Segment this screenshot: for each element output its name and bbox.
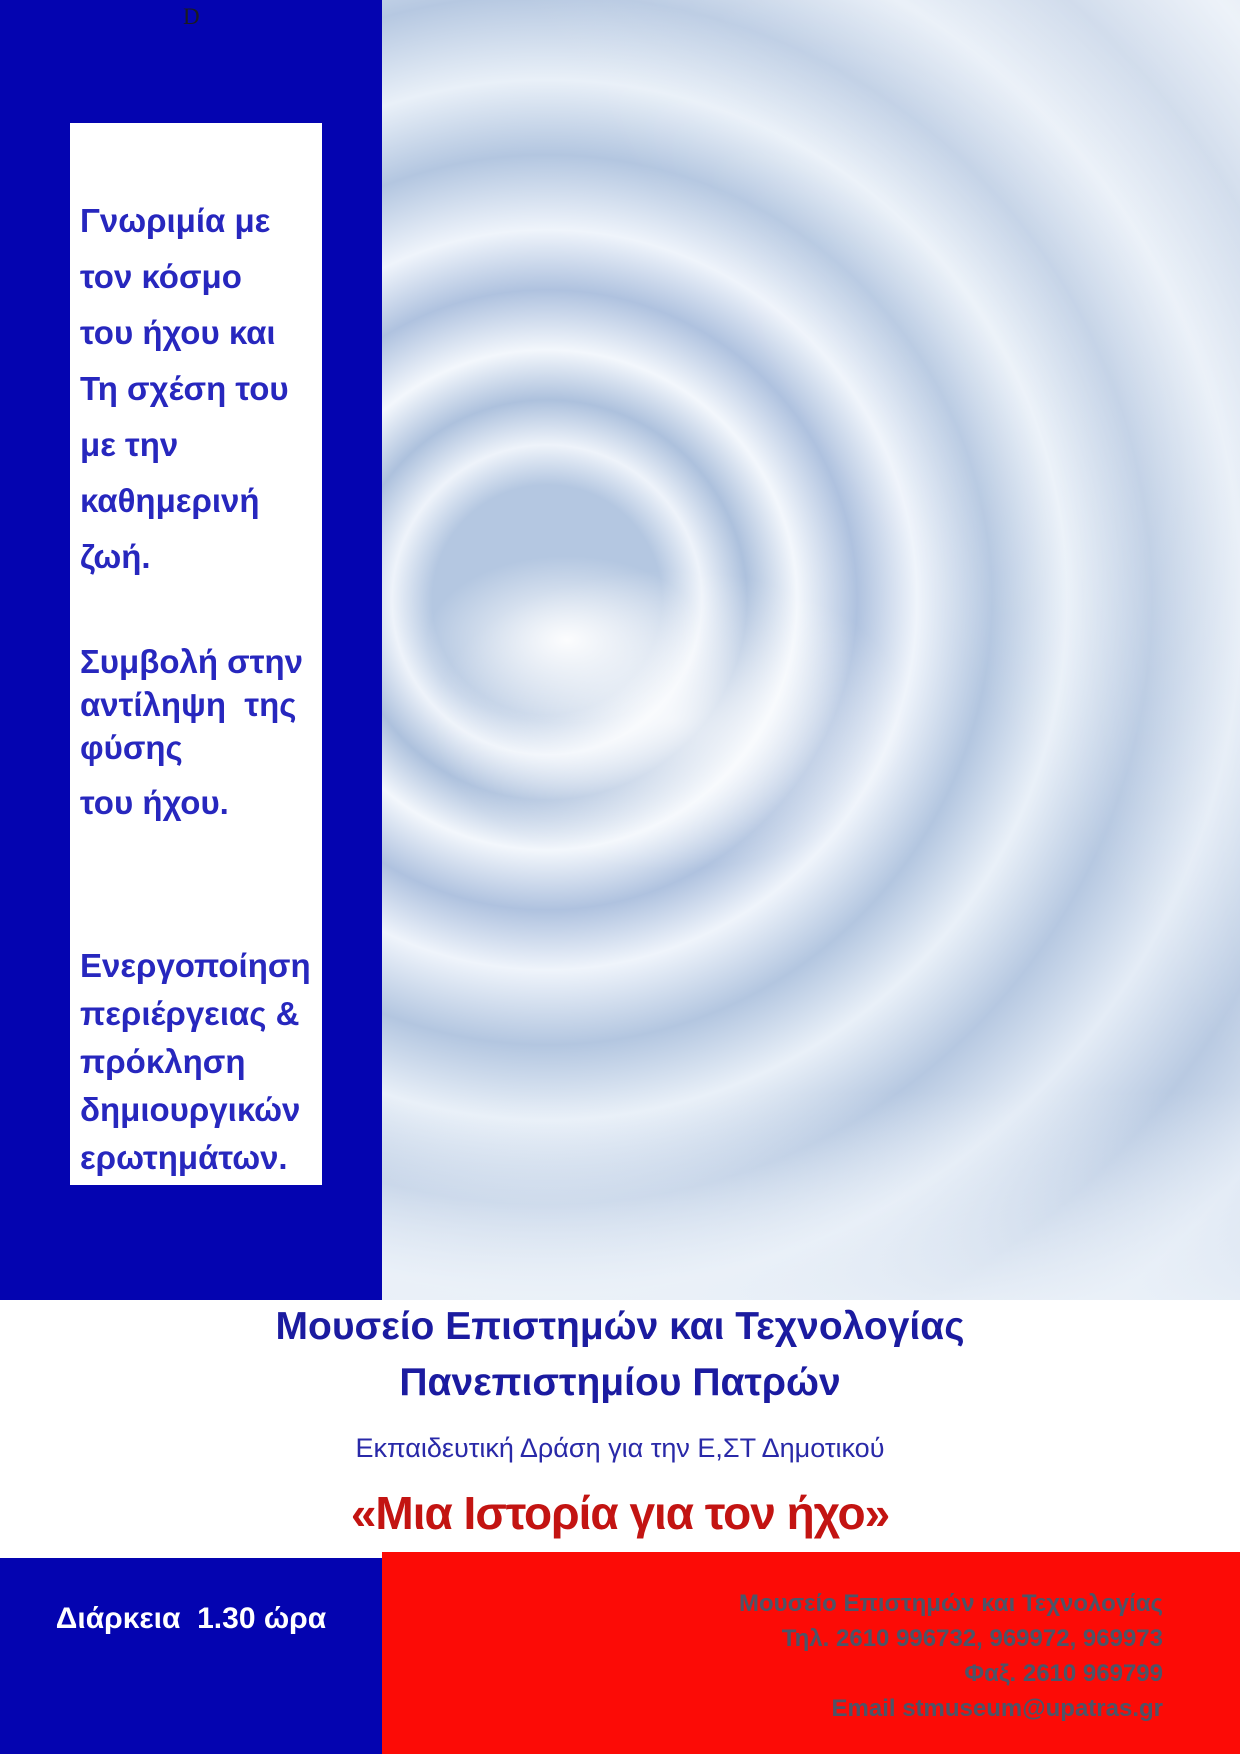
objectives-paragraph-3 (80, 942, 322, 1182)
duration-text: Διάρκεια 1.30 ώρα (55, 1602, 327, 1635)
contact-fax: Φαξ. 2610 969799 (964, 1660, 1163, 1687)
footer-duration-panel (0, 1558, 382, 1754)
card-text-line: καθημερινή (80, 482, 260, 519)
org-title-line1: Μουσείο Επιστημών και Τεχνολογίας (275, 1305, 965, 1348)
card-text-line: ερωτημάτων. (80, 1139, 288, 1176)
objectives-paragraph-1 (80, 193, 322, 585)
water-ripple-image (382, 0, 1240, 1300)
card-text-line: πρόκληση (80, 1043, 246, 1080)
contact-phone: Τηλ. 2610 996732, 969972, 969973 (781, 1625, 1163, 1652)
card-text-line: τον κόσμο (80, 258, 242, 295)
info-card-text (70, 123, 322, 1182)
footer-contact-panel (382, 1552, 1240, 1754)
card-text-line: Ενεργοποίηση (80, 947, 311, 984)
card-text-line: Γνωριμία με (80, 202, 271, 239)
card-text-line: αντίληψη της (80, 686, 297, 723)
card-text-line: φύσης (80, 729, 183, 766)
contact-email: Email stmuseum@upatras.gr (831, 1695, 1163, 1722)
org-title-line2: Πανεπιστημίου Πατρών (399, 1361, 841, 1404)
card-text-line: ζωή. (80, 538, 151, 575)
card-text-line: με την (80, 426, 179, 463)
card-text-line: Τη σχέση του (80, 370, 289, 407)
objectives-paragraph-2-last-line: του ήχου. (80, 784, 229, 821)
card-text-line: Συμβολή στην (80, 643, 303, 680)
contact-org: Μουσείο Επιστημών και Τεχνολογίας (739, 1590, 1163, 1617)
card-text-line: περιέργειας & (80, 995, 300, 1032)
stray-character: D (183, 4, 200, 29)
objectives-paragraph-2 (80, 640, 322, 769)
card-text-line: δημιουργικών (80, 1091, 301, 1128)
card-text-line: του ήχου και (80, 314, 276, 351)
activity-subtitle: Εκπαιδευτική Δράση για την Ε,ΣΤ Δημοτικού (355, 1433, 885, 1463)
event-title: «Μια Ιστορία για τον ήχο» (350, 1487, 890, 1539)
info-card (70, 123, 322, 1185)
